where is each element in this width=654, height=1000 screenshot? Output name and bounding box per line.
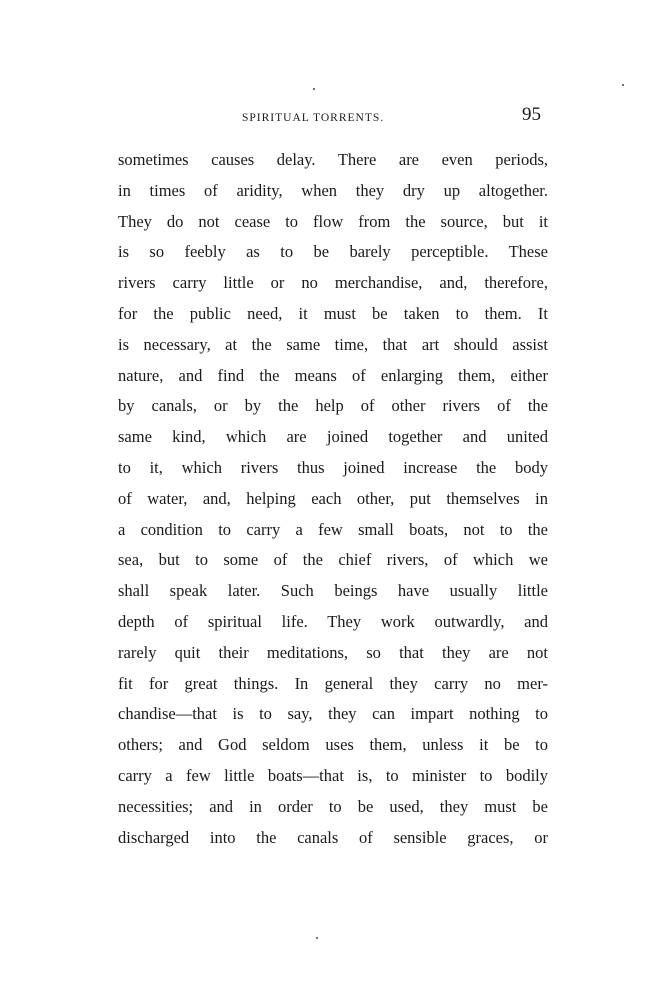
text-line: others; and God seldom uses them, unless it be to <box>118 735 548 755</box>
text-line: to it, which rivers thus joined increase the body <box>118 457 548 477</box>
corner-speck-mark <box>622 84 624 86</box>
bottom-speck-mark <box>316 937 318 939</box>
text-line: shall speak later. Such beings have usually little <box>118 581 548 601</box>
text-line: depth of spiritual life. They work outwardly, and <box>118 611 548 631</box>
page-number: 95 <box>522 104 541 125</box>
text-line: for the public need, it must be taken to them. It <box>118 303 548 323</box>
top-speck-mark <box>313 88 315 90</box>
text-line: They do not cease to flow from the source, but it <box>118 211 548 231</box>
text-line: carry a few little boats—that is, to minister to bodily <box>118 765 548 785</box>
text-line: fit for great things. In general they carry no mer- <box>118 673 548 693</box>
text-line: discharged into the canals of sensible graces, or <box>118 827 548 847</box>
text-line: by canals, or by the help of other rivers of the <box>118 396 548 416</box>
text-line: nature, and find the means of enlarging them, either <box>118 365 548 385</box>
text-line: of water, and, helping each other, put themselves in <box>118 488 548 508</box>
running-head <box>0 0 654 140</box>
text-line: in times of aridity, when they dry up altogether. <box>118 180 548 200</box>
text-line: sea, but to some of the chief rivers, of which we <box>118 550 548 570</box>
text-line: rarely quit their meditations, so that they are not <box>118 642 548 662</box>
running-title: SPIRITUAL TORRENTS. <box>242 112 385 124</box>
text-line: same kind, which are joined together and united <box>118 427 548 447</box>
text-line: necessities; and in order to be used, they must be <box>118 796 548 816</box>
body-text <box>118 145 548 853</box>
text-line: chandise—that is to say, they can impart nothing to <box>118 704 548 724</box>
text-line: is so feebly as to be barely perceptible. These <box>118 242 548 262</box>
text-line: is necessary, at the same time, that art should assist <box>118 334 548 354</box>
text-line: rivers carry little or no merchandise, and, therefore, <box>118 273 548 293</box>
text-line: a condition to carry a few small boats, not to the <box>118 519 548 539</box>
text-line: sometimes causes delay. There are even periods, <box>118 150 548 169</box>
